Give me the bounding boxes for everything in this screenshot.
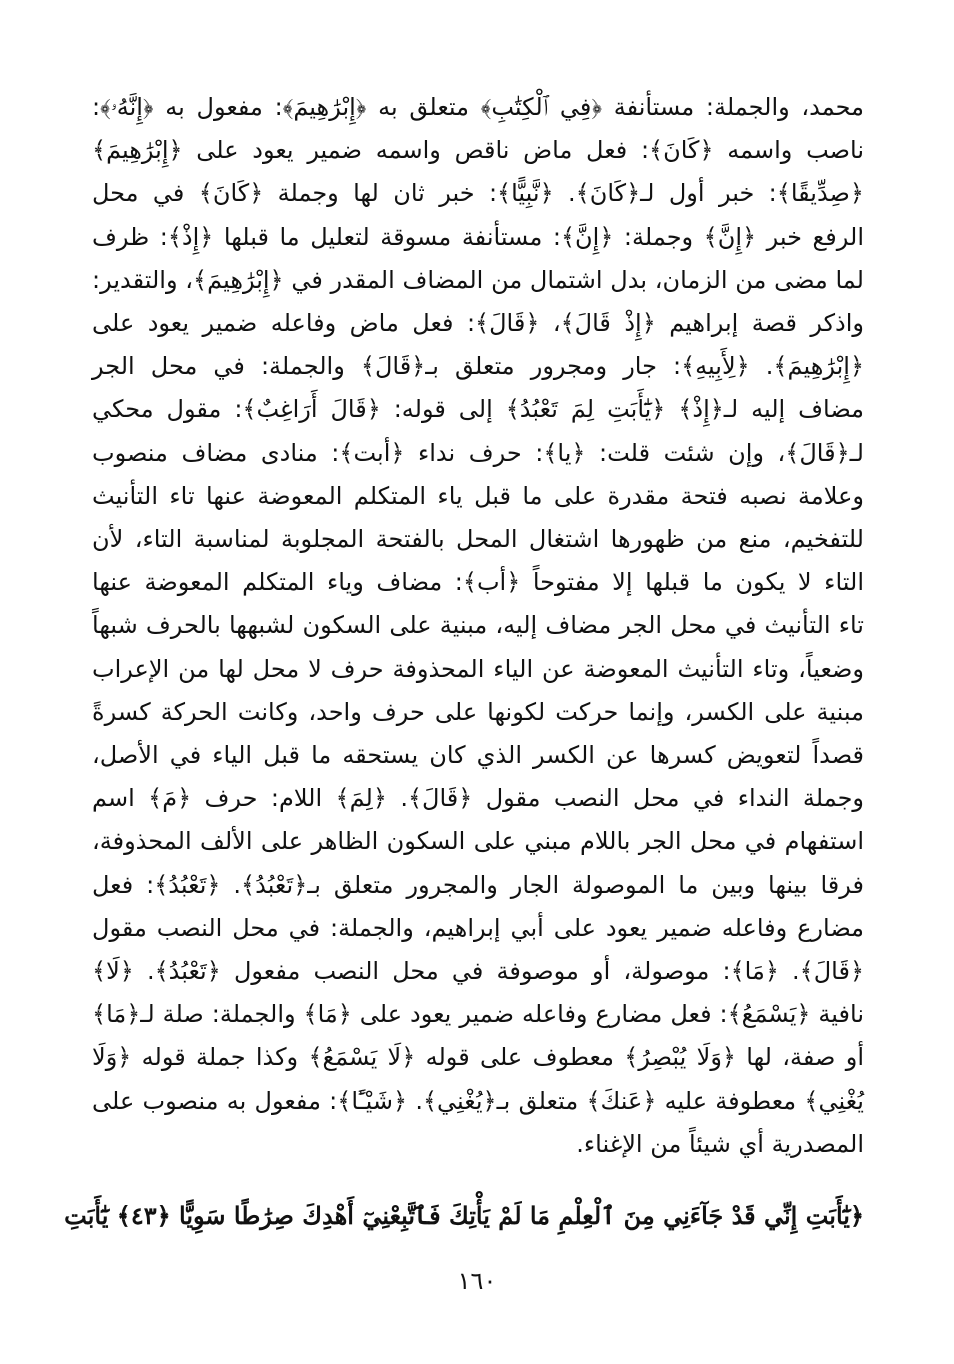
text-line: لما مضى من الزمان، بدل اشتمال من المضاف المقدر في ﴿إِبْرَٰهِيمَ﴾، والتقدير: [92,265,864,294]
text-line: مضارع وفاعله ضمير يعود على أبي إبراهيم، والجملة: في محل النصب مقول [92,913,864,942]
text-line: تاء التأنيث في محل الجر مضاف إليه، مبنية على السكون لشبهها بالحرف شبهاً [92,611,864,640]
text-line: مبنية على الكسر، وإنما حركت لكونها على حرف واحد، وكانت الحركة كسرةً [92,697,864,726]
text-line: للتفخيم، منع من ظهورها اشتغال المحل بالفتحة المجلوبة لمناسبة التاء، لأن [92,525,864,554]
text-line: أو صفة، لها ﴿وَلَا يُبْصِرُ﴾ معطوف على قوله ﴿لَا يَسْمَعُ﴾ وكذا جملة قوله ﴿وَلَا [92,1043,864,1072]
text-line: استفهام في محل الجر باللام مبني على السكون الظاهر على الألف المحذوفة، [92,827,864,856]
text-line: وعلامة نصبه فتحة مقدرة على ما قبل ياء المتكلم المعوضة عنها تاء التأنيث [92,481,864,510]
text-line: مضاف إليه لـ﴿إِذْ﴾ ﴿يَٰٓأَبَتِ لِمَ تَعْبُدُ﴾ إلى قوله: ﴿قَالَ أَرَاغِبٌ﴾: مقول محكي [92,395,864,424]
quran-verse: ﴿يَٰٓأَبَتِ إِنِّي قَدْ جَآءَنِي مِنَ ٱلْعِلْمِ مَا لَمْ يَأْتِكَ فَٱتَّبِعْنِيٓ أَهْدِكَ صِرَٰطًا سَوِيًّا ﴿٤٣﴾ يَٰٓأَبَتِ [64,1201,864,1230]
body-text [92,86,864,1166]
text-line: ناصب واسمه ﴿كَانَ﴾: فعل ماض ناقص واسمه ضمير يعود على ﴿إِبْرَٰهِيمَ﴾ [92,136,864,165]
text-line: المصدرية أي شيئاً من الإغناء. [576,1129,864,1158]
text-line: وجملة النداء في محل النصب مقول ﴿قَالَ﴾. ﴿لِمَ﴾ اللام: حرف ﴿مَ﴾ اسم [92,784,864,813]
text-line: قصداً لتعويض كسرها عن الكسر الذي كان يستحقه ما قبل الياء في الأصل، [92,741,864,770]
text-line: يُغْنِي﴾ معطوفة عليه ﴿عَنكَ﴾ متعلق بـ﴿يُغْنِي﴾. ﴿شَيْـًٔا﴾: مفعول به منصوب على [92,1086,864,1115]
text-line: لـ﴿قَالَ﴾، وإن شئت قلت: ﴿يا﴾: حرف نداء ﴿أبت﴾: منادى مضاف منصوب [92,438,864,467]
text-line: وضعياً، وتاء التأنيث المعوضة عن الياء المحذوفة حرف لا محل لها من الإعراب [92,654,864,683]
text-line: ﴿إِبْرَٰهِيمَ﴾. ﴿لِأَبِيهِ﴾: جار ومجرور متعلق بـ﴿قَالَ﴾ والجملة: في محل الجر [92,352,864,381]
text-line: ﴿قَالَ﴾. ﴿مَا﴾: موصولة، أو موصوفة في محل النصب مفعول ﴿تَعْبُدُ﴾. ﴿لَا﴾ [92,957,864,986]
text-line: واذكر قصة إبراهيم ﴿إِذْ قَالَ﴾، ﴿قَالَ﴾: فعل ماض وفاعله ضمير يعود على [92,309,864,338]
text-line: نافية ﴿يَسْمَعُ﴾: فعل مضارع وفاعله ضمير يعود على ﴿مَا﴾ والجملة: صلة لـ﴿مَا﴾ [92,1000,864,1029]
page-number: ١٦٠ [457,1267,497,1295]
text-line: ﴿صِدِّيقًا﴾: خبر أول لـ﴿كَانَ﴾. ﴿نَّبِيًّا﴾: خبر ثان لها وجملة ﴿كَانَ﴾ في محل [92,179,864,208]
text-line: الرفع خبر ﴿إِنَّ﴾ وجملة: ﴿إِنَّ﴾: مستأنفة مسوقة لتعليل ما قبلها ﴿إِذْ﴾: ظرف [92,222,864,251]
text-line: فرقا بينها وبين ما الموصولة الجار والمجرور متعلق بـ﴿تَعْبُدُ﴾. ﴿تَعْبُدُ﴾: فعل [92,870,864,899]
text-line: محمد، والجملة: مستأنفة ﴿فِي ٱلْكِتَٰبِ﴾ متعلق به ﴿إِبْرَٰهِيمَ﴾: مفعول به ﴿إِنَّهُۥ﴾: [92,93,864,121]
text-line: التاء لا يكون ما قبلها إلا مفتوحاً ﴿أب﴾: مضاف وياء المتكلم المعوضة عنها [92,568,864,597]
